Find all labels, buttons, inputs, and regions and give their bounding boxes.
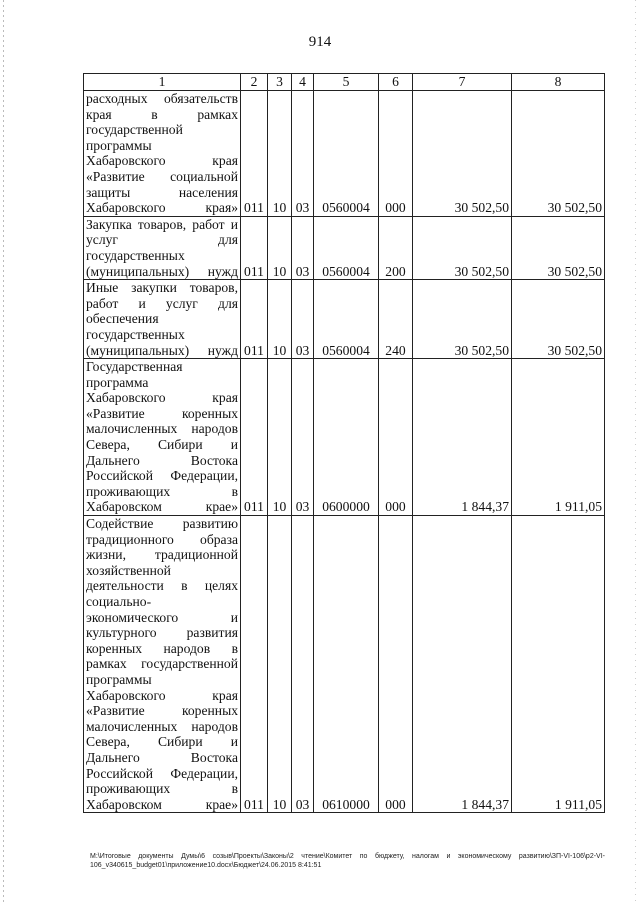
header-col-7: 7: [413, 74, 512, 91]
description-line: малочисленных народов: [86, 718, 238, 734]
header-col-1: 1: [84, 74, 241, 91]
description-line: обеспечения: [86, 311, 159, 327]
description-line: Российской Федерации,: [86, 468, 238, 484]
description-line: Российской Федерации,: [86, 765, 238, 781]
description-line: Закупка товаров, работ и: [86, 216, 238, 232]
description-line: рамках государственной: [86, 656, 238, 672]
cell-amount-year-2: 1 911,05: [512, 359, 605, 516]
header-col-5: 5: [314, 74, 379, 91]
cell-subsection: 03: [292, 516, 314, 813]
cell-expense-type: 000: [379, 91, 413, 217]
cell-target-article: 0560004: [314, 216, 379, 279]
cell-subsection: 03: [292, 359, 314, 516]
cell-amount-year-1: 1 844,37: [413, 359, 512, 516]
description-line: защиты населения: [86, 184, 238, 200]
description-line: традиционного образа: [86, 531, 238, 547]
cell-expense-type: 000: [379, 359, 413, 516]
cell-section: 10: [268, 216, 292, 279]
cell-amount-year-1: 30 502,50: [413, 216, 512, 279]
cell-amount-year-2: 30 502,50: [512, 280, 605, 359]
cell-section: 10: [268, 280, 292, 359]
page-number: 914: [308, 34, 332, 50]
cell-ministry-code: 011: [241, 516, 268, 813]
description-line: услуг для: [86, 232, 238, 248]
description-line: государственной: [86, 122, 183, 138]
cell-target-article: 0600000: [314, 359, 379, 516]
cell-section: 10: [268, 91, 292, 217]
description-line: малочисленных народов: [86, 421, 238, 437]
description-line: Государственная: [86, 359, 183, 375]
description-line: Дальнего Востока: [86, 749, 238, 765]
scan-edge-right: [635, 0, 636, 905]
budget-table: [83, 73, 605, 813]
cell-subsection: 03: [292, 216, 314, 279]
description-line: «Развитие социальной: [86, 168, 238, 184]
description-line: коренных народов в: [86, 640, 238, 656]
description-line: «Развитие коренных: [86, 703, 238, 719]
description-line: экономического и: [86, 609, 238, 625]
description-line: края в рамках: [86, 106, 238, 122]
description-line: Хабаровского края: [86, 153, 238, 169]
table-row: [84, 91, 605, 217]
cell-section: 10: [268, 516, 292, 813]
description-line: «Развитие коренных: [86, 405, 238, 421]
description-line: работ и услуг для: [86, 295, 238, 311]
cell-expense-type: 240: [379, 280, 413, 359]
description-line: расходных обязательств: [86, 91, 238, 106]
description-line: (муниципальных) нужд: [86, 342, 238, 358]
description-line: проживающих в: [86, 483, 238, 499]
cell-target-article: 0610000: [314, 516, 379, 813]
description-line: Хабаровского края: [86, 687, 238, 703]
scan-edge-left: [3, 0, 4, 905]
cell-expense-type: 000: [379, 516, 413, 813]
description-line: Хабаровском крае»: [86, 499, 238, 515]
cell-ministry-code: 011: [241, 91, 268, 217]
description-line: Хабаровском крае»: [86, 796, 238, 812]
description-line: программы: [86, 137, 152, 153]
header-col-6: 6: [379, 74, 413, 91]
cell-amount-year-2: 1 911,05: [512, 516, 605, 813]
header-col-3: 3: [268, 74, 292, 91]
description-line: Севера, Сибири и: [86, 734, 238, 750]
table-header-row: [84, 74, 605, 91]
cell-subsection: 03: [292, 280, 314, 359]
row-description: [84, 216, 241, 279]
description-line: деятельности в целях: [86, 578, 238, 594]
description-line: культурного развития: [86, 625, 238, 641]
row-description: [84, 359, 241, 516]
table-row: [84, 216, 605, 279]
description-line: хозяйственной: [86, 562, 171, 578]
cell-amount-year-2: 30 502,50: [512, 216, 605, 279]
cell-target-article: 0560004: [314, 280, 379, 359]
description-line: социально-: [86, 594, 152, 609]
description-line: жизни, традиционной: [86, 547, 238, 563]
cell-subsection: 03: [292, 91, 314, 217]
header-col-2: 2: [241, 74, 268, 91]
cell-ministry-code: 011: [241, 216, 268, 279]
row-description: [84, 91, 241, 217]
description-line: государственных: [86, 247, 185, 263]
cell-expense-type: 200: [379, 216, 413, 279]
cell-amount-year-1: 30 502,50: [413, 280, 512, 359]
description-line: Севера, Сибири и: [86, 437, 238, 453]
description-line: Иные закупки товаров,: [86, 280, 238, 296]
table-row: [84, 359, 605, 516]
table-body: [84, 91, 605, 813]
description-line: программа: [86, 374, 149, 390]
description-line: (муниципальных) нужд: [86, 263, 238, 279]
table-row: [84, 280, 605, 359]
cell-ministry-code: 011: [241, 359, 268, 516]
table-row: [84, 516, 605, 813]
description-line: программы: [86, 671, 152, 687]
cell-ministry-code: 011: [241, 280, 268, 359]
description-line: Хабаровского края»: [86, 200, 238, 216]
cell-amount-year-1: 1 844,37: [413, 516, 512, 813]
description-line: Содействие развитию: [86, 516, 238, 532]
cell-section: 10: [268, 359, 292, 516]
cell-target-article: 0560004: [314, 91, 379, 217]
header-col-4: 4: [292, 74, 314, 91]
description-line: Дальнего Востока: [86, 452, 238, 468]
description-line: государственных: [86, 326, 185, 342]
footer-file-path: M:\Итоговые документы Думы\6 созыв\Проекты\Законы\2 чтение\Комитет по бюджету, налогам и экономическому развитию\ЗП-VI-106\р2-VI-106_v340615_budget01\приложение10.docx\Бюджет\24.06.2015 8:41:51: [90, 853, 605, 869]
row-description: [84, 516, 241, 813]
row-description: [84, 280, 241, 359]
cell-amount-year-1: 30 502,50: [413, 91, 512, 217]
header-col-8: 8: [512, 74, 605, 91]
description-line: проживающих в: [86, 781, 238, 797]
description-line: Хабаровского края: [86, 390, 238, 406]
cell-amount-year-2: 30 502,50: [512, 91, 605, 217]
